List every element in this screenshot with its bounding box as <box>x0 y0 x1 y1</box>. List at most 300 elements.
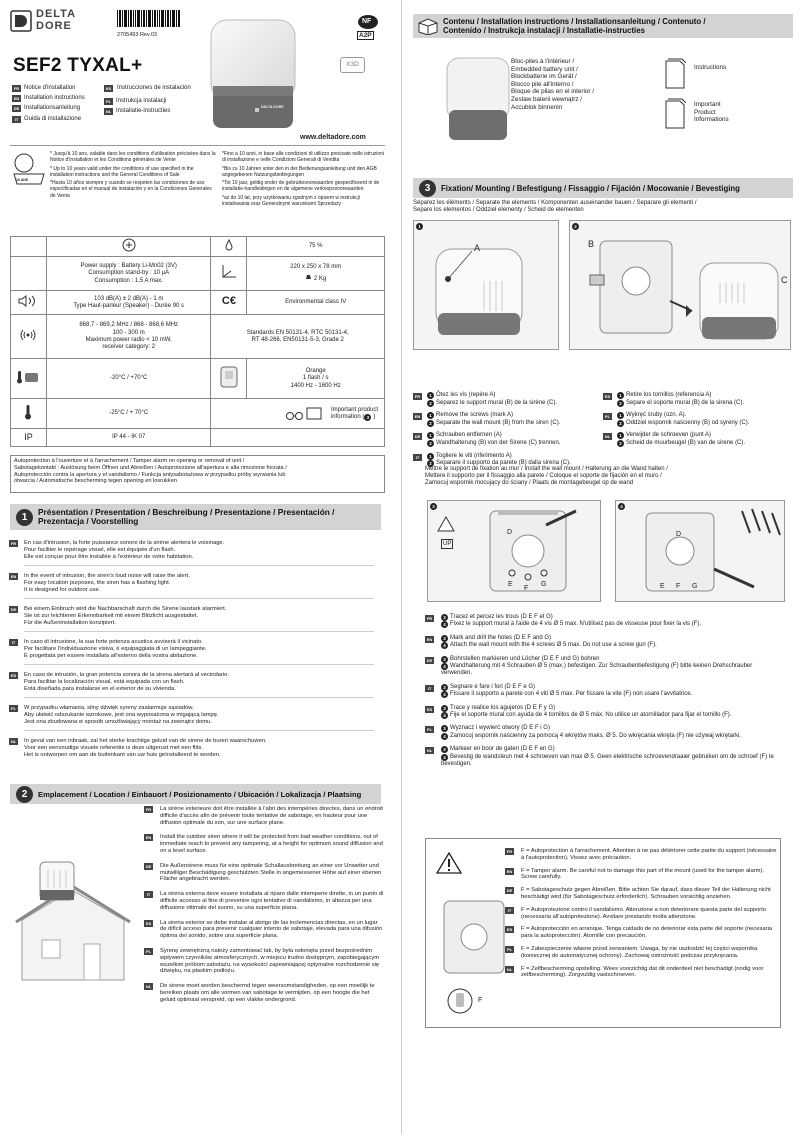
step-number: 2 <box>617 420 624 427</box>
step-text: Scheid de muurbeugel (B) van de sirene (C). <box>626 439 746 446</box>
guide-list-col1 <box>12 85 100 123</box>
flag-it: IT <box>12 116 21 123</box>
para-line: Voor een eenvoudige visuele referentie is deze uitgerust met een flits. <box>24 744 203 751</box>
ip-value: IP 44 - IK 07 <box>46 429 210 447</box>
s1-para <box>10 738 374 758</box>
model-title: SEF2 TYXAL+ <box>13 55 143 76</box>
spec-cell <box>11 359 47 399</box>
tamper-text: F = Autoprotezione contro il vandalismo. Attenzione a non deteriorare questa parte del supporto (necessaria all'autoprotezione). Avvitare prestando molta attenzione. <box>521 906 767 920</box>
website: www.deltadore.com <box>300 134 366 141</box>
step-number: 1 <box>427 432 434 439</box>
delta-dore-logo <box>10 8 100 34</box>
spec-cell <box>211 237 247 257</box>
guide-label: Instrucciones de instalación <box>117 85 191 91</box>
spec-flash <box>247 359 385 399</box>
spec-power <box>46 257 210 291</box>
doc-line: Product <box>694 108 716 116</box>
para-line: W przypadku włamania, silny dźwięk syreny zaalarmuje sąsiadów. <box>24 705 194 711</box>
label-g: G <box>541 581 547 588</box>
mount-line: Mettre le support de fixation au mur / Install the wall mount / Halterung an die Wand halten / <box>425 466 668 472</box>
tamper-line: Autoprotección contra la apertura y el vandalismo / Funkcja antysabotażowa w przypadku próby wyrwania lub <box>14 471 286 478</box>
flag-nl: NL <box>105 109 112 115</box>
power-line: Consumption : 1,5 A max. <box>94 277 163 284</box>
warranty-en: * Up to 10 years valid under the conditions of use specified in the installation instructions and the General Conditions of Sale <box>50 165 194 178</box>
flag: EN <box>426 636 433 642</box>
siren-image <box>443 56 513 142</box>
contents-siren-photo <box>443 56 513 142</box>
step-number: 1 <box>427 412 434 419</box>
humidity-icon <box>225 239 233 251</box>
flag: NL <box>426 748 433 754</box>
thermometer-icon <box>24 404 32 420</box>
flag: PL <box>604 414 611 420</box>
para-text: Syrenę zewnętrzną należy zamontować tak, by była osłonięta przed bezpośrednim wpływem czynników atmosferycznych, w miejscu trudno dostępnym, zapobiegającym wszelkim próbom sabotażu, na wysokości zapewniającej optymalne rozchodzenie się dźwięku, na płaskim podłożu. <box>160 947 380 975</box>
tamper-paras <box>505 848 777 979</box>
x3d-label: X3D <box>346 61 359 68</box>
flag: DE <box>414 434 421 440</box>
figure-number: 3 <box>430 503 437 510</box>
siren-image <box>205 16 301 132</box>
step-block <box>425 635 775 650</box>
label-d: D <box>676 531 682 538</box>
step-block <box>603 412 793 427</box>
section-title: Emplacement / Location / Einbauort / Posizionamento / Ubicación / Lokalizacja / Plaatsing <box>38 789 362 799</box>
battery-line: Blockbatterie im Gerät / <box>511 73 577 81</box>
s1-para <box>10 705 374 725</box>
s2-para <box>144 920 384 940</box>
warranty-it: *Fino a 10 anni, in base alle condizioni di utilizzo precisate nelle istruzioni di installazione e nelle Condizioni Generali di Vendita <box>222 151 385 164</box>
tamper-line: Sabotagekontakt : Auslösung beim Öffnen und Abreißen / Autoprotezione all'apertura e alla rimozione forzata / <box>14 464 287 471</box>
para-line: Aby ułatwić odszukanie wzrokowe, jest ona wyposażona w migającą lampę. <box>24 711 219 718</box>
tamper-text: F = Autoprotection à l'arrachement. Attention à ne pas détériorer cette partie du support (nécessaire à l'autoprotection). Vissez avec précaution. <box>521 848 777 861</box>
x3d-badge <box>340 57 365 73</box>
section3-header <box>413 178 793 198</box>
label-e: E <box>660 583 665 590</box>
contents-title: Contenido / Instrukcja instalacji / Installatie-instructies <box>443 26 645 35</box>
step-number: 2 <box>427 400 434 407</box>
flag-es: ES <box>105 86 112 91</box>
section-number: 1 <box>16 509 33 526</box>
s2-para <box>144 983 384 1003</box>
para-line: In the event of intrusion, the siren's loud noise will raise the alert. <box>24 573 190 579</box>
spec-cell <box>211 257 247 291</box>
tamper-line: otwarcia / Automatische bescherming tegen opening en losrukken <box>14 478 177 485</box>
important-line: information ( <box>330 413 365 420</box>
tamper-text: F = Autoprotección en arranque. Tenga cuidado de no deteriorar esta parte del soporte (necesaria para la autoprotección). Atornille con precaución. <box>521 926 773 940</box>
step-number: 2 <box>427 460 434 467</box>
label-b: B <box>588 239 595 249</box>
spec-cell <box>11 399 47 429</box>
radio-line: receiver category: 2 <box>102 344 156 351</box>
s1-para <box>10 672 374 692</box>
tamper-para <box>505 868 777 882</box>
flag: ES <box>10 673 17 678</box>
flag: NL <box>604 434 611 440</box>
document-icon <box>664 98 686 130</box>
step-number: 4 <box>441 621 448 628</box>
important-line: Important product <box>330 406 378 413</box>
step-text: Fixez le support mural à l'aide de 4 vis Ø 5 max. N'utilisez pas de visseuse pour fixer la vis (F). <box>450 621 702 628</box>
sound-line: 103 dB(A) ± 2 dB(A) - 1 m <box>94 295 164 302</box>
para-line: Está diseñada para instalarse en el exterior de su vivienda. <box>24 685 176 692</box>
step-text: Separare il supporto da parete (B) dalla sirena (C). <box>436 460 571 467</box>
tamper-para <box>505 966 777 980</box>
warning-icon <box>436 851 462 875</box>
para-line: Bei einem Einbruch wird die Nachbarschaft durch die Sirene laustark alarmiert. <box>24 606 227 612</box>
radio-line: 100 - 300 m <box>112 329 145 336</box>
spec-standards <box>211 315 385 359</box>
section-title: Fixation/ Mounting / Befestigung / Fissaggio / Fijación / Mocowanie / Bevestiging <box>441 183 740 193</box>
spec-dimensions <box>247 257 385 291</box>
important-close: ) <box>373 413 376 420</box>
figure-2 <box>569 220 791 350</box>
battery-line: Zestaw baterii wewnątrz / <box>511 95 583 103</box>
tamper-para <box>505 848 777 862</box>
section-title: Présentation / Presentation / Beschreibung / Presentazione / Presentación / <box>38 507 335 517</box>
flash-line: Orange <box>305 367 326 374</box>
step-block <box>413 392 603 407</box>
temp-storage: -25°C / + 70°C <box>46 399 210 429</box>
battery-warranty-icon <box>12 152 46 188</box>
step-block <box>603 392 793 407</box>
step-number: 1 <box>427 453 434 460</box>
flag: DE <box>145 863 152 869</box>
battery-info <box>511 58 651 111</box>
step-block <box>603 432 793 447</box>
s2-para <box>144 806 384 826</box>
step-block <box>425 684 775 699</box>
barcode <box>117 10 181 38</box>
flag: ES <box>426 706 433 712</box>
label-a: A <box>474 243 481 253</box>
guide-label: Installatie-instructies <box>116 108 171 115</box>
para-line: It is designed for outdoor use. <box>24 586 101 593</box>
separate-steps-left <box>413 392 603 468</box>
temp-operating: -20°C / +70°C <box>46 359 210 399</box>
contents-title: Contenu / Installation instructions / Installationsanleitung / Contenuto / <box>443 17 706 26</box>
step-text: Verwijder de schroeven (punt A) <box>626 432 712 439</box>
s2-para <box>144 891 384 911</box>
right-page <box>401 0 802 1134</box>
step-text: Tracez et percez les trous (D E F et G) <box>450 614 553 620</box>
step-number: 3 <box>441 614 448 621</box>
nf-mark: NF <box>362 18 372 25</box>
flag-pl: PL <box>105 99 112 105</box>
flag: IT <box>9 639 18 646</box>
flag: PL <box>506 946 513 952</box>
tamper-line: Autoprotection à l'ouverture et à l'arrachement / Tamper alarm on opening or removal of unit / <box>14 458 245 464</box>
house-image <box>14 860 132 992</box>
warranty-badge <box>12 152 46 188</box>
step-text: Wykręć śruby (ozn. A). <box>626 412 687 419</box>
siren-label: DELTA DORE <box>261 105 284 109</box>
warranty-col1 <box>50 151 216 199</box>
step-block <box>425 746 775 768</box>
para-line: For easy location purposes, the siren has a flashing light. <box>24 579 171 586</box>
flag: PL <box>145 948 152 954</box>
para-text: Die Außensirene muss für eine optimale Schallausbreitung an einer vor Unwetter und mutwilliger Beschädigung geschützten Stelle in angemessener Höhe auf einer ebenen Fläche angebracht werden. <box>160 862 382 883</box>
doc-line: Important <box>694 101 721 108</box>
tamper-para <box>505 946 777 960</box>
step-text: Remove the screws (mark A) <box>436 412 514 419</box>
flag: EN <box>414 414 421 420</box>
step-text: Bohrstellen markieren und Löcher (D E F und G) bohren <box>450 655 600 662</box>
section-number: 2 <box>16 786 33 803</box>
flag: FR <box>145 807 152 812</box>
step-block <box>425 656 775 678</box>
step-text: Separate the wall mount (B) from the siren (C). <box>436 419 561 426</box>
guide-label: Notice d'installation <box>24 85 76 91</box>
house-illustration <box>14 860 132 992</box>
subtitle-line: Separe los elementos / Oddziel elementy / Scheid de elementen <box>413 207 584 214</box>
step-number: 3 <box>441 635 448 642</box>
para-text: De sirene moet worden beschermd tegen weersomstandigheden, op een moeilijk te bereiken plaats om alle vormen van sabotage te vermijden, op een hoogte die het geluid optimaal verspreid, op een vlakke ondergrond. <box>160 983 375 1003</box>
warranty-col2 <box>222 151 388 207</box>
para-text: La sirena esterna deve essere installata al riparo dalle intemperie dirette, in un punto di difficile accesso al fine di prevenire ogni tentativo di vandalismo, in altezza per una diffusione ottimale del suono, su una superficie piana. <box>160 891 384 911</box>
logo-mark-icon <box>10 10 32 32</box>
step-text: Attach the wall mount with the 4 screws Ø 5 max. Do not use a screw gun (F). <box>450 642 657 649</box>
s2-para <box>144 834 384 854</box>
warranty-de: *Bis zu 10 Jahren unter den in der Bedienungsanleitung und den AGB angegebenen Nutzungsbedingungen <box>222 165 377 178</box>
tamper-text: F = Tamper alarm. Be careful not to damage this part of the mount (used for the tamper alarm). Screw carefully. <box>521 867 764 881</box>
para-line: En cas d'intrusion, la forte puissance sonore de la sirène alertera le voisinage. <box>24 540 225 546</box>
guide-label: Instrukcja instalacji <box>116 98 167 105</box>
nf-a2p-badge <box>351 14 387 46</box>
flag: NL <box>145 984 152 990</box>
fix-screws-image <box>616 501 786 603</box>
flash-line: 1400 Hz - 1600 Hz <box>290 382 341 389</box>
flag: ES <box>145 920 152 926</box>
section-title: Prezentacja / Voorstelling <box>38 516 139 526</box>
separate-steps-right <box>603 392 793 448</box>
para-line: Sie ist zur leichteren Erkennbarkeit mit einem Blitzlicht ausgestattet. <box>24 612 198 619</box>
drill-steps <box>425 614 775 769</box>
figure-number: 4 <box>618 503 625 510</box>
step-number: 1 <box>617 432 624 439</box>
instructions-label: Instructions <box>694 64 727 71</box>
s2-para <box>144 948 384 975</box>
s1-para <box>10 606 374 626</box>
siren-photo <box>205 16 301 132</box>
s2-para <box>144 863 384 883</box>
flag: IT <box>413 454 422 461</box>
figure-3 <box>427 500 601 602</box>
step-block <box>413 432 603 447</box>
battery-line: Accublok binnenin <box>511 103 563 111</box>
flag: ES <box>604 394 611 399</box>
para-line: Jest ona zbudowana w sposób umożliwiający montaż na zewnątrz domu. <box>24 718 212 725</box>
dimensions-value: 220 x 250 x 78 mm <box>290 264 342 270</box>
warranty-es: *Hasta 10 años siempre y cuando se respeten las condiciones de uso especificadas en el manual de instalación y en la Condiciones Generales de Venta <box>50 180 212 199</box>
step-block <box>413 412 603 427</box>
step-block <box>425 705 775 720</box>
tamper-text: F = Sabotageschutz gegen Abreißen. Bitte achten Sie darauf, dass dieser Teil der Halterung nicht beschädigt wird (für Sabotageschutz erforderlich). Schrauben vorsichtig anziehen. <box>521 887 771 900</box>
flag-en: EN <box>13 96 20 102</box>
battery-line: Embedded battery unit / <box>511 65 578 73</box>
spec-cell <box>11 291 47 315</box>
step-number: 4 <box>441 642 448 649</box>
para-line: Het is ontworpen om aan de buitenkant van uw huis geïnstalleerd te worden. <box>24 751 221 758</box>
guide-list-col2 <box>104 85 194 116</box>
s2-paras <box>144 806 384 1004</box>
step-text: Wandhalterung (B) von der Sirene (C) trennen. <box>436 439 561 446</box>
tamper-para <box>505 887 777 901</box>
s1-para <box>10 540 374 560</box>
step-text: Markeer en boor de gaten (D E F en G) <box>450 746 555 753</box>
figure-number: 2 <box>572 223 579 230</box>
guide-label: Installation instructions <box>24 95 85 102</box>
tamper-text: F = Zabezpieczenie własne przed zerwaniem. Uwaga, by nie uszkodzić tej części wspornika (koniecznej do automatycznej ochrony). Zachowaj ostrożność podczas przykręcania. <box>521 945 758 959</box>
warranty-badge-text: 10 ANS <box>16 178 29 182</box>
spec-important <box>211 399 385 429</box>
spec-radio <box>46 315 210 359</box>
step-text: Trace y realice los agujeros (D E F y G) <box>450 704 556 711</box>
flag: IT <box>505 907 514 914</box>
spec-cell <box>211 429 385 447</box>
flag: PL <box>426 727 433 733</box>
power-line: Power supply : Battery Li-Mn02 (3V) <box>80 262 177 269</box>
battery-line: Bloc-piles à l'intérieur / <box>511 58 575 65</box>
barcode-icon <box>117 10 181 27</box>
step-text: Separe el soporte mural (B) de la sirena (C). <box>626 399 745 406</box>
flag: FR <box>426 616 433 621</box>
spec-cell <box>211 359 247 399</box>
para-line: In caso di intrusione, la sua forte potenza acustica avviserà il vicinato. <box>24 639 203 645</box>
dimensions-icon <box>220 263 238 281</box>
spec-table <box>10 236 385 447</box>
drill-holes-image <box>428 501 602 603</box>
para-line: È progettata per essere installata all'esterno della vostra abitazione. <box>24 652 198 659</box>
battery-line: Blocco pile all'interno / <box>511 80 574 88</box>
label-f: F <box>524 585 529 592</box>
para-line: Elle est conçue pour être installée à l'extérieur de votre habitation. <box>24 553 194 560</box>
figure-1 <box>413 220 559 350</box>
glasses-doc-icon <box>285 407 325 421</box>
flag: IT <box>425 685 434 692</box>
flag: ES <box>506 927 513 933</box>
weight-value: 2 Kg <box>313 276 327 283</box>
power-line: Consumption stand-by : 10 µA <box>88 270 170 277</box>
ip-label: IP <box>11 429 47 447</box>
step-number: 2 <box>427 440 434 447</box>
radio-line: Maximum power radio < 10 mW, <box>85 336 172 343</box>
step-number: 2 <box>617 440 624 447</box>
sound-line: Type Haut-parleur (Speaker) - Durée 90 s <box>73 302 185 309</box>
tamper-bracket-image <box>438 897 510 981</box>
step-number: 3 <box>441 705 448 712</box>
barcode-text: 2705493 Rev.03 <box>117 32 157 38</box>
flag: FR <box>506 849 513 854</box>
figure-4 <box>615 500 785 602</box>
flag-fr: FR <box>13 86 20 91</box>
label-c: C <box>781 275 788 285</box>
guide-label: Guida di installazione <box>24 115 82 122</box>
step-text: Schrauben entfernen (A) <box>436 432 502 439</box>
para-line: In geval van een inbraak, zal het sterke krachtige geluid van de sirene de buren waarschuwen. <box>24 738 267 744</box>
flag: DE <box>506 888 513 894</box>
box-icon <box>417 17 439 35</box>
step-text: Fissare il supporto a parete con 4 viti Ø 5 max. Per fissare la vite (F) non usare l'avvitatrice. <box>450 691 693 698</box>
step-number: 4 <box>441 733 448 740</box>
mount-subtitle <box>425 466 795 488</box>
tamper-para <box>505 926 777 940</box>
standards-line: RT 48-266, EN50131-5-3, Grade 2 <box>251 336 344 343</box>
label-d: D <box>507 529 513 536</box>
radio-protocol-icon <box>122 238 136 252</box>
para-line: Pour faciliter le repérage visuel, elle est équipée d'un flash. <box>24 546 176 553</box>
flash-line: 1 flash / s <box>302 375 329 382</box>
brand-line1: DELTA <box>36 8 77 20</box>
label-f: F <box>478 997 483 1004</box>
flag: NL <box>506 966 513 972</box>
step-block <box>425 725 775 740</box>
guide-label: Installationsanleitung <box>24 105 81 112</box>
warranty-nl: *Tot 10 jaar, geldig onder de gebruiksvoorwaarden gespecificeerd in de installatie-handleidingen en de algemene verkoopsvoorwaarden <box>222 180 380 193</box>
warranty-fr: * Jusqu'à 10 ans, valable dans les conditions d'utilisation précisées dans la Notice d'installation et les Conditions générales de Vente <box>50 151 216 164</box>
warranty-pl: *aż do 10 lat, przy użytkowaniu zgodnym z opisem w instrukcji instalowania oraz Generalnymi warunkami Sprzedaży <box>222 194 360 208</box>
step-number: 1 <box>617 392 624 399</box>
flash-siren-icon <box>218 364 240 390</box>
step-number: 2 <box>617 400 624 407</box>
flag: FR <box>414 394 421 399</box>
step-number: 2 <box>427 420 434 427</box>
spec-sound <box>46 291 210 315</box>
step-text: Togliere le viti (riferimento A) <box>436 452 512 459</box>
spec-cell <box>11 257 47 291</box>
step-number: 4 <box>441 712 448 719</box>
brand-line2: DORE <box>36 20 72 32</box>
flag: DE <box>10 607 17 612</box>
flag: EN <box>10 574 17 579</box>
up-label: UP <box>443 541 452 547</box>
important-num: 3 <box>364 414 371 421</box>
para-line: Per facilitare l'individuazione visiva, è equipaggiata di un lampeggiante. <box>24 645 207 652</box>
step-text: Ôtez les vis (repère A) <box>436 392 496 398</box>
a2p-mark: A2P <box>359 32 372 39</box>
step-text: Bevestig de wandsteun met 4 schroeven van max Ø 5. Geen elektrische schroevendraaier gebruiken om de schroef (F) te bevestigen. <box>441 753 774 768</box>
para-text: Install the outdoor siren where it will be protected from bad weather conditions, out of immediate reach to prevent any tampering, at a height for optimum sound diffusion and on a level surface. <box>160 834 383 854</box>
tamper-text <box>10 455 385 493</box>
section1-header <box>10 504 381 530</box>
tamper-para <box>505 907 777 921</box>
step-text: Oddziel wspornik naścienny (B) od syreny (C). <box>626 419 750 426</box>
env-class: Environmental class IV <box>247 291 385 315</box>
step-number: 3 <box>441 725 448 732</box>
step-text: Wyznacz i wywierć otwory (D E F i G) <box>450 725 550 732</box>
thermometer-box-icon <box>16 370 40 384</box>
spec-cell <box>46 237 210 257</box>
spec-cell <box>211 291 247 315</box>
flag: DE <box>426 657 433 663</box>
para-line: Für die Außeninstallation konzipiert. <box>24 619 116 626</box>
step-text: Segnare e fare i fori (D E F e G) <box>450 683 536 690</box>
humidity-value: 75 % <box>247 237 385 257</box>
flag: EN <box>506 868 513 874</box>
contents-header <box>413 14 793 38</box>
step-number: 1 <box>427 392 434 399</box>
step-text: Mark and drill the holes (D E F and G) <box>450 634 552 641</box>
step-number: 3 <box>441 656 448 663</box>
step-text: Zamocuj wspornik naścienny za pomocą 4 wkrętów maks. Ø 5. Do wkręcania wkręta (F) nie używaj wkrętarki. <box>450 732 742 739</box>
flag: FR <box>10 541 17 546</box>
speaker-icon <box>17 295 39 307</box>
step-number: 1 <box>617 412 624 419</box>
s1-para <box>11 639 374 659</box>
mount-line: Mettere il supporto per il fissaggio alla parete / Coloque el soporte de fijación en el muro / <box>425 473 662 480</box>
flag: PL <box>10 706 17 711</box>
battery-line: Bloque de pilas en el interior / <box>511 88 594 96</box>
label-g: G <box>692 583 698 590</box>
